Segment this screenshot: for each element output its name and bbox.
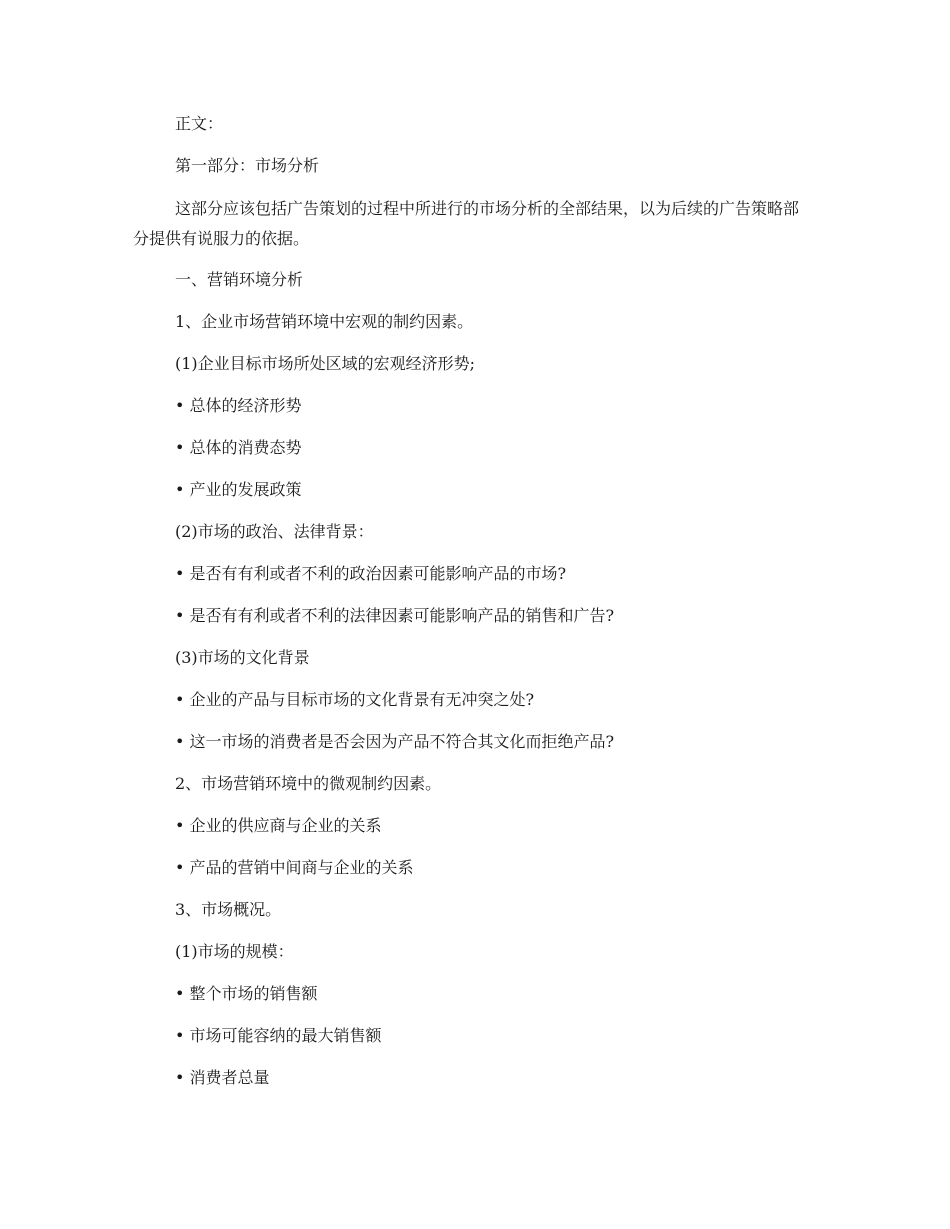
bullet-item: • 企业的供应商与企业的关系 xyxy=(175,816,382,835)
bullet-item: • 整个市场的销售额 xyxy=(175,984,318,1003)
item-political-legal: (2)市场的政治、法律背景： xyxy=(175,522,374,541)
bullet-item: • 产品的营销中间商与企业的关系 xyxy=(175,858,414,877)
bullet-item: • 总体的经济形势 xyxy=(175,396,302,415)
item-economic-situation: (1)企业目标市场所处区域的宏观经济形势; xyxy=(175,354,476,373)
bullet-item: • 总体的消费态势 xyxy=(175,438,302,457)
subsection-market-overview: 3、市场概况。 xyxy=(175,900,282,919)
document-body xyxy=(133,110,813,1106)
bullet-item: • 企业的产品与目标市场的文化背景有无冲突之处? xyxy=(175,690,535,709)
subsection-macro-factors: 1、企业市场营销环境中宏观的制约因素。 xyxy=(175,312,474,331)
bullet-item: • 消费者总量 xyxy=(175,1068,270,1087)
item-cultural-background: (3)市场的文化背景 xyxy=(175,648,310,667)
bullet-item: • 这一市场的消费者是否会因为产品不符合其文化而拒绝产品? xyxy=(175,732,615,751)
bullet-item: • 是否有有利或者不利的法律因素可能影响产品的销售和广告? xyxy=(175,606,615,625)
bullet-item: • 产业的发展政策 xyxy=(175,480,302,499)
intro-paragraph: 这部分应该包括广告策划的过程中所进行的市场分析的全部结果，以为后续的广告策略部分提供有说服力的依据。 xyxy=(133,199,800,248)
item-market-scale: (1)市场的规模： xyxy=(175,942,294,961)
bullet-item: • 市场可能容纳的最大销售额 xyxy=(175,1026,382,1045)
subsection-micro-factors: 2、市场营销环境中的微观制约因素。 xyxy=(175,774,442,793)
heading-body-text: 正文： xyxy=(175,114,224,133)
bullet-item: • 是否有有利或者不利的政治因素可能影响产品的市场? xyxy=(175,564,567,583)
heading-part-one: 第一部分：市场分析 xyxy=(175,156,320,175)
section-heading-marketing-environment: 一、营销环境分析 xyxy=(175,270,304,289)
